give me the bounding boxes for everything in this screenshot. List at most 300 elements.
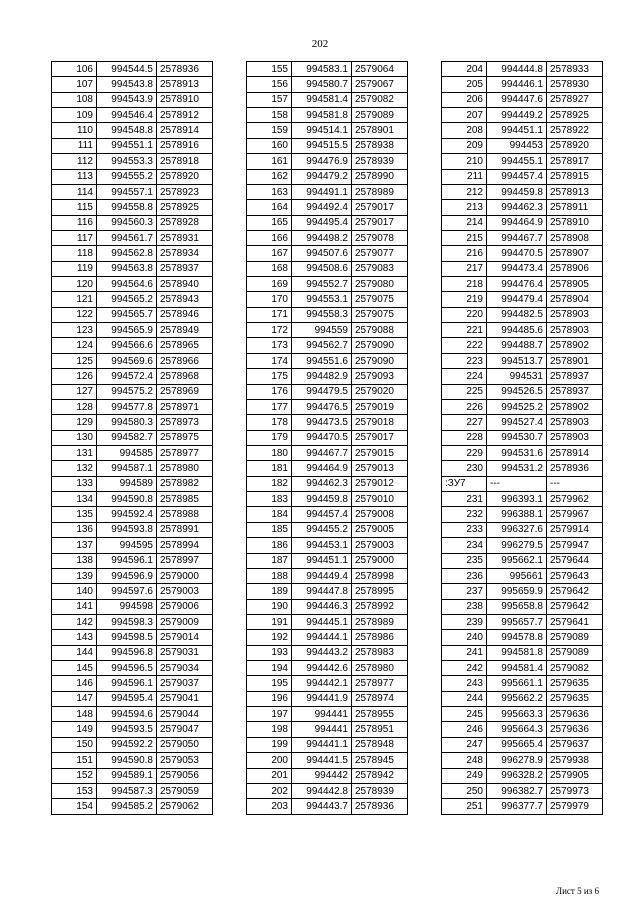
point-number: 222: [442, 338, 487, 353]
y-coordinate: 2578939: [352, 154, 408, 169]
y-coordinate: 2578910: [157, 92, 213, 107]
x-coordinate: 995659.9: [487, 584, 547, 599]
point-number: 140: [52, 584, 97, 599]
point-number: 190: [247, 599, 292, 614]
y-coordinate: 2579003: [157, 584, 213, 599]
table-row: [52, 445, 213, 460]
point-number: 186: [247, 538, 292, 553]
x-coordinate: 996393.1: [487, 492, 547, 507]
point-number: 213: [442, 200, 487, 215]
y-coordinate: 2578927: [547, 92, 603, 107]
table-row: [52, 522, 213, 537]
table-row: [247, 123, 408, 138]
table-row: [442, 200, 603, 215]
y-coordinate: 2578901: [547, 353, 603, 368]
table-row: [442, 384, 603, 399]
table-row: [442, 661, 603, 676]
y-coordinate: 2579000: [157, 568, 213, 583]
y-coordinate: 2578971: [157, 399, 213, 414]
point-number: 141: [52, 599, 97, 614]
y-coordinate: 2578903: [547, 415, 603, 430]
x-coordinate: 994507.6: [292, 246, 352, 261]
y-coordinate: 2579641: [547, 614, 603, 629]
point-number: 196: [247, 691, 292, 706]
y-coordinate: 2578946: [157, 307, 213, 322]
x-coordinate: 994442.1: [292, 676, 352, 691]
table-row: [247, 353, 408, 368]
point-number: 217: [442, 261, 487, 276]
y-coordinate: 2578990: [352, 169, 408, 184]
table-row: [247, 614, 408, 629]
y-coordinate: 2579973: [547, 783, 603, 798]
table-row: [442, 62, 603, 77]
point-number: 168: [247, 261, 292, 276]
table-row: [442, 492, 603, 507]
table-row: [442, 707, 603, 722]
y-coordinate: 2579075: [352, 292, 408, 307]
x-coordinate: 994513.7: [487, 353, 547, 368]
point-number: 211: [442, 169, 487, 184]
x-coordinate: 994596.5: [97, 661, 157, 676]
point-number: 224: [442, 369, 487, 384]
x-coordinate: 994592.2: [97, 737, 157, 752]
x-coordinate: 994583.1: [292, 62, 352, 77]
x-coordinate: 994543.9: [97, 92, 157, 107]
table-row: [247, 338, 408, 353]
x-coordinate: 994443.2: [292, 645, 352, 660]
y-coordinate: 2578975: [157, 430, 213, 445]
y-coordinate: 2579090: [352, 338, 408, 353]
x-coordinate: 994531.2: [487, 461, 547, 476]
y-coordinate: 2579014: [157, 630, 213, 645]
table-row: [247, 707, 408, 722]
point-number: 210: [442, 154, 487, 169]
table-row: [52, 384, 213, 399]
table-row: [442, 645, 603, 660]
point-number: 113: [52, 169, 97, 184]
point-number: 161: [247, 154, 292, 169]
point-number: 173: [247, 338, 292, 353]
x-coordinate: 994575.2: [97, 384, 157, 399]
y-coordinate: 2578918: [157, 154, 213, 169]
x-coordinate: 994467.7: [292, 445, 352, 460]
point-number: 152: [52, 768, 97, 783]
point-number: 208: [442, 123, 487, 138]
table-row: [52, 108, 213, 123]
table-row: [52, 553, 213, 568]
point-number: 127: [52, 384, 97, 399]
table-row: [52, 154, 213, 169]
table-row: [52, 353, 213, 368]
y-coordinate: 2579059: [157, 783, 213, 798]
table-row: [442, 108, 603, 123]
x-coordinate: 994470.5: [292, 430, 352, 445]
x-coordinate: 994551.6: [292, 353, 352, 368]
x-coordinate: 994563.8: [97, 261, 157, 276]
y-coordinate: 2578940: [157, 277, 213, 292]
point-number: 164: [247, 200, 292, 215]
y-coordinate: 2578992: [352, 599, 408, 614]
x-coordinate: 994473.4: [487, 261, 547, 276]
y-coordinate: 2578973: [157, 415, 213, 430]
table-row: [247, 522, 408, 537]
point-number: 115: [52, 200, 97, 215]
x-coordinate: 994594.6: [97, 707, 157, 722]
y-coordinate: 2578920: [547, 138, 603, 153]
table-row: [52, 507, 213, 522]
x-coordinate: 995662.2: [487, 691, 547, 706]
y-coordinate: 2578965: [157, 338, 213, 353]
x-coordinate: 994566.6: [97, 338, 157, 353]
x-coordinate: 994441.5: [292, 753, 352, 768]
x-coordinate: 994565.2: [97, 292, 157, 307]
x-coordinate: 994442.6: [292, 661, 352, 676]
x-coordinate: 994548.8: [97, 123, 157, 138]
point-number: 175: [247, 369, 292, 384]
y-coordinate: 2578904: [547, 292, 603, 307]
table-row: [52, 768, 213, 783]
y-coordinate: 2579080: [352, 277, 408, 292]
table-row: [247, 369, 408, 384]
y-coordinate: 2579062: [157, 799, 213, 814]
point-number: 110: [52, 123, 97, 138]
x-coordinate: 994562.7: [292, 338, 352, 353]
x-coordinate: 995661: [487, 568, 547, 583]
x-coordinate: 994455.1: [487, 154, 547, 169]
x-coordinate: 995661.1: [487, 676, 547, 691]
y-coordinate: 2578949: [157, 323, 213, 338]
x-coordinate: 994569.6: [97, 353, 157, 368]
point-number: 193: [247, 645, 292, 660]
table-row: [52, 691, 213, 706]
table-row: [442, 430, 603, 445]
table-row: [442, 77, 603, 92]
table-row: [442, 599, 603, 614]
y-coordinate: 2578942: [352, 768, 408, 783]
table-row: [442, 753, 603, 768]
y-coordinate: 2579082: [547, 661, 603, 676]
table-row: [247, 445, 408, 460]
y-coordinate: 2579041: [157, 691, 213, 706]
point-number: 192: [247, 630, 292, 645]
point-number: 132: [52, 461, 97, 476]
y-coordinate: 2578988: [157, 507, 213, 522]
y-coordinate: 2579967: [547, 507, 603, 522]
x-coordinate: 994565.7: [97, 307, 157, 322]
y-coordinate: 2579034: [157, 661, 213, 676]
y-coordinate: 2578908: [547, 230, 603, 245]
y-coordinate: 2579020: [352, 384, 408, 399]
point-number: 111: [52, 138, 97, 153]
table-row: [247, 430, 408, 445]
point-number: 232: [442, 507, 487, 522]
y-coordinate: 2578937: [157, 261, 213, 276]
table-row: [247, 538, 408, 553]
point-number: 151: [52, 753, 97, 768]
y-coordinate: 2579083: [352, 261, 408, 276]
point-number: 221: [442, 323, 487, 338]
table-row: [247, 691, 408, 706]
y-coordinate: 2578902: [547, 399, 603, 414]
table-row: [247, 230, 408, 245]
y-coordinate: 2579636: [547, 722, 603, 737]
table-row: [247, 476, 408, 491]
y-coordinate: 2578912: [157, 108, 213, 123]
point-number: 122: [52, 307, 97, 322]
table-row: [247, 722, 408, 737]
table-row: [247, 568, 408, 583]
table-row: [442, 722, 603, 737]
table-row: [52, 722, 213, 737]
x-coordinate: 994441: [292, 722, 352, 737]
y-coordinate: 2578930: [547, 77, 603, 92]
y-coordinate: 2578989: [352, 184, 408, 199]
point-number: 234: [442, 538, 487, 553]
table-row: [247, 184, 408, 199]
x-coordinate: 994589: [97, 476, 157, 491]
table-row: [247, 461, 408, 476]
table-row: [52, 230, 213, 245]
table-row: [52, 184, 213, 199]
table-row: [442, 445, 603, 460]
x-coordinate: 994457.4: [292, 507, 352, 522]
table-row: [442, 553, 603, 568]
table-row: [52, 92, 213, 107]
x-coordinate: 994551.1: [97, 138, 157, 153]
point-number: 191: [247, 614, 292, 629]
table-row: [247, 384, 408, 399]
coordinate-tables: [0, 61, 640, 881]
table-row: [442, 277, 603, 292]
point-number: 247: [442, 737, 487, 752]
point-number: 245: [442, 707, 487, 722]
table-row: [247, 292, 408, 307]
point-number: 237: [442, 584, 487, 599]
y-coordinate: 2578910: [547, 215, 603, 230]
table-row: [442, 415, 603, 430]
point-number: 158: [247, 108, 292, 123]
y-coordinate: 2579012: [352, 476, 408, 491]
point-number: 166: [247, 230, 292, 245]
x-coordinate: 995665.4: [487, 737, 547, 752]
point-number: 107: [52, 77, 97, 92]
y-coordinate: 2579635: [547, 691, 603, 706]
table-row: [442, 538, 603, 553]
x-coordinate: 994590.8: [97, 492, 157, 507]
y-coordinate: 2579089: [352, 108, 408, 123]
y-coordinate: 2579905: [547, 768, 603, 783]
x-coordinate: 994451.1: [292, 553, 352, 568]
point-number: 157: [247, 92, 292, 107]
table-row: [52, 461, 213, 476]
y-coordinate: 2579078: [352, 230, 408, 245]
x-coordinate: 996382.7: [487, 783, 547, 798]
x-coordinate: 994479.5: [292, 384, 352, 399]
x-coordinate: 995658.8: [487, 599, 547, 614]
table-row: [247, 108, 408, 123]
y-coordinate: 2578925: [157, 200, 213, 215]
y-coordinate: 2579914: [547, 522, 603, 537]
y-coordinate: 2578937: [547, 369, 603, 384]
table-row: [442, 230, 603, 245]
table-row: [247, 215, 408, 230]
x-coordinate: 996328.2: [487, 768, 547, 783]
y-coordinate: 2579082: [352, 92, 408, 107]
x-coordinate: 994581.4: [292, 92, 352, 107]
point-number: 209: [442, 138, 487, 153]
point-number: 120: [52, 277, 97, 292]
y-coordinate: 2578998: [352, 568, 408, 583]
table-row: [52, 261, 213, 276]
y-coordinate: 2578933: [547, 62, 603, 77]
x-coordinate: 994445.1: [292, 614, 352, 629]
x-coordinate: 994476.5: [292, 399, 352, 414]
x-coordinate: 994553.1: [292, 292, 352, 307]
y-coordinate: 2579017: [352, 200, 408, 215]
point-number: 216: [442, 246, 487, 261]
x-coordinate: 994476.4: [487, 277, 547, 292]
point-number: 126: [52, 369, 97, 384]
x-coordinate: 994441: [292, 707, 352, 722]
point-number: 163: [247, 184, 292, 199]
table-row: [52, 599, 213, 614]
point-number: 139: [52, 568, 97, 583]
table-row: [52, 753, 213, 768]
x-coordinate: 994531: [487, 369, 547, 384]
coordinate-table-1: [51, 61, 213, 815]
y-coordinate: 2578913: [157, 77, 213, 92]
point-number: 244: [442, 691, 487, 706]
y-coordinate: 2578928: [157, 215, 213, 230]
x-coordinate: ---: [487, 476, 547, 491]
point-number: 146: [52, 676, 97, 691]
point-number: 109: [52, 108, 97, 123]
table-row: [247, 277, 408, 292]
point-number: 228: [442, 430, 487, 445]
y-coordinate: 2578989: [352, 614, 408, 629]
x-coordinate: 994553.3: [97, 154, 157, 169]
table-row: [52, 707, 213, 722]
point-number: 250: [442, 783, 487, 798]
table-row: [52, 292, 213, 307]
x-coordinate: 994544.5: [97, 62, 157, 77]
x-coordinate: 994514.1: [292, 123, 352, 138]
table-row: [442, 338, 603, 353]
y-coordinate: 2579018: [352, 415, 408, 430]
table-row: [52, 630, 213, 645]
x-coordinate: 994527.4: [487, 415, 547, 430]
x-coordinate: 995663.3: [487, 707, 547, 722]
x-coordinate: 994464.9: [487, 215, 547, 230]
x-coordinate: 994482.9: [292, 369, 352, 384]
point-number: 235: [442, 553, 487, 568]
x-coordinate: 994587.3: [97, 783, 157, 798]
table-row: [52, 415, 213, 430]
point-number: 167: [247, 246, 292, 261]
y-coordinate: 2578997: [157, 553, 213, 568]
y-coordinate: 2578945: [352, 753, 408, 768]
table-row: [247, 246, 408, 261]
table-row: [247, 661, 408, 676]
y-coordinate: 2578923: [157, 184, 213, 199]
point-number: 199: [247, 737, 292, 752]
y-coordinate: 2578948: [352, 737, 408, 752]
y-coordinate: 2579643: [547, 568, 603, 583]
point-number: 215: [442, 230, 487, 245]
y-coordinate: 2579031: [157, 645, 213, 660]
point-number: 178: [247, 415, 292, 430]
y-coordinate: 2578936: [547, 461, 603, 476]
y-coordinate: 2579947: [547, 538, 603, 553]
y-coordinate: 2578938: [352, 138, 408, 153]
point-number: 251: [442, 799, 487, 814]
x-coordinate: 994443.7: [292, 799, 352, 814]
y-coordinate: 2579053: [157, 753, 213, 768]
x-coordinate: 994515.5: [292, 138, 352, 153]
table-row: [52, 614, 213, 629]
point-number: 176: [247, 384, 292, 399]
table-row: [442, 614, 603, 629]
point-number: 243: [442, 676, 487, 691]
y-coordinate: 2579008: [352, 507, 408, 522]
x-coordinate: 996279.5: [487, 538, 547, 553]
y-coordinate: 2578983: [352, 645, 408, 660]
x-coordinate: 994582.7: [97, 430, 157, 445]
point-number: 230: [442, 461, 487, 476]
x-coordinate: 994451.1: [487, 123, 547, 138]
y-coordinate: 2578903: [547, 307, 603, 322]
y-coordinate: 2578902: [547, 338, 603, 353]
point-number: 241: [442, 645, 487, 660]
y-coordinate: 2578943: [157, 292, 213, 307]
table-row: [442, 353, 603, 368]
point-number: 195: [247, 676, 292, 691]
x-coordinate: 994449.4: [292, 568, 352, 583]
point-number: 145: [52, 661, 97, 676]
y-coordinate: 2579089: [547, 645, 603, 660]
y-coordinate: 2578907: [547, 246, 603, 261]
y-coordinate: 2578985: [157, 492, 213, 507]
y-coordinate: 2579044: [157, 707, 213, 722]
point-number: 172: [247, 323, 292, 338]
point-number: 229: [442, 445, 487, 460]
x-coordinate: 994565.9: [97, 323, 157, 338]
point-number: 131: [52, 445, 97, 460]
table-row: [52, 737, 213, 752]
y-coordinate: 2578936: [157, 62, 213, 77]
point-number: 223: [442, 353, 487, 368]
y-coordinate: 2578936: [352, 799, 408, 814]
y-coordinate: 2578991: [157, 522, 213, 537]
x-coordinate: 996327.6: [487, 522, 547, 537]
point-number: 135: [52, 507, 97, 522]
page-number: 202: [311, 38, 329, 50]
table-row: [247, 553, 408, 568]
table-row: [247, 630, 408, 645]
table-row: [247, 415, 408, 430]
point-number: 117: [52, 230, 97, 245]
table-row: [52, 169, 213, 184]
table-row: [442, 92, 603, 107]
y-coordinate: 2579077: [352, 246, 408, 261]
point-number: 179: [247, 430, 292, 445]
x-coordinate: 994597.6: [97, 584, 157, 599]
x-coordinate: 994447.6: [487, 92, 547, 107]
table-row: [52, 338, 213, 353]
x-coordinate: 994592.4: [97, 507, 157, 522]
point-number: 183: [247, 492, 292, 507]
x-coordinate: 994459.8: [487, 184, 547, 199]
